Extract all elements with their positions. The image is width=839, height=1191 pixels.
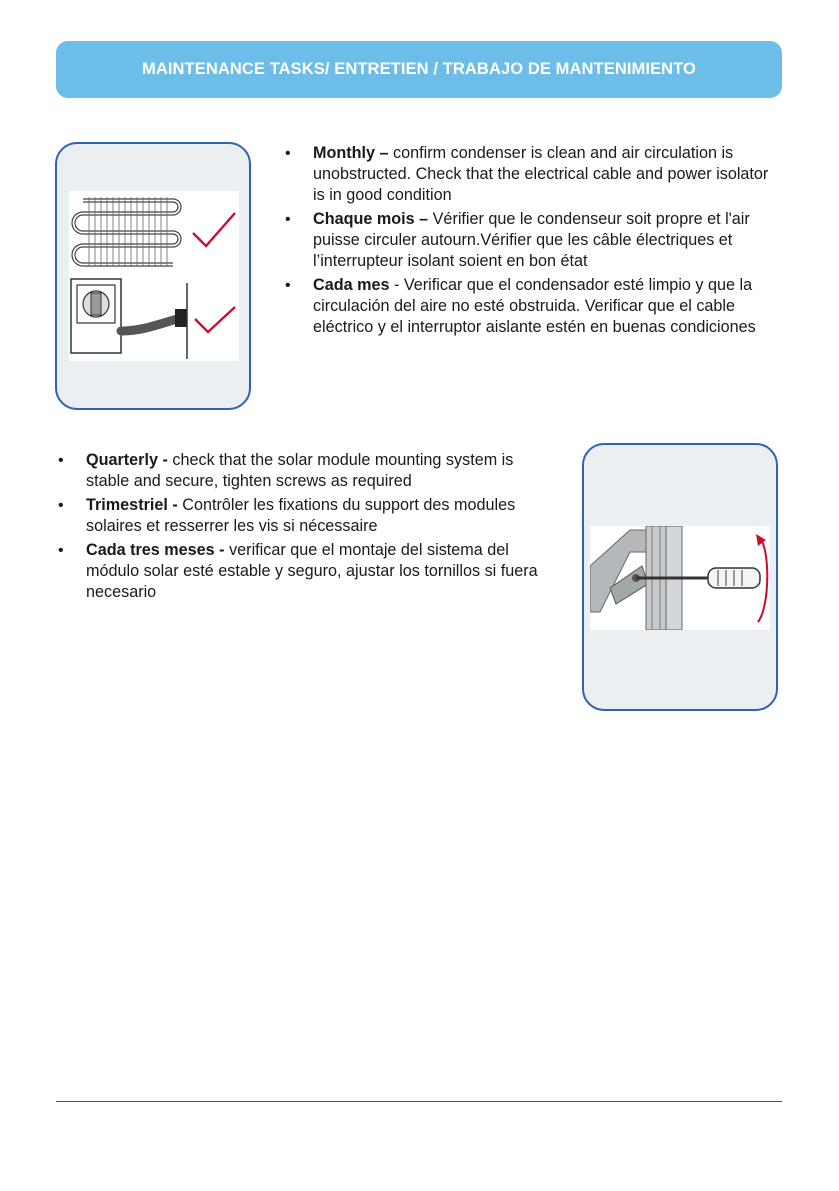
list-item: • Trimestriel - Contrôler les fixations du support des modules solaires et resserrer les vis si nécessaire xyxy=(58,496,516,535)
header-banner xyxy=(56,41,782,98)
quarterly-illustration-card xyxy=(582,443,778,711)
task-text: Vérifier que le condenseur soit propre et l'air puisse circuler autourn.Vérifier que les câble électriques et l’interrupteur isolant soient en bon état xyxy=(313,210,750,270)
task-label: Chaque mois – xyxy=(313,210,429,228)
list-item: • Monthly – confirm condenser is clean and air circulation is unobstructed. Check that the electrical cable and power isolator is in good condition xyxy=(285,144,769,204)
list-item: • Cada tres meses - verificar que el montaje del sistema del módulo solar esté estable y seguro, ajustar los tornillos si fuera necesario xyxy=(58,541,538,601)
page-title: MAINTENANCE TASKS/ ENTRETIEN / TRABAJO DE MANTENIMIENTO xyxy=(142,60,696,78)
task-label: Cada tres meses - xyxy=(86,541,225,559)
task-label: Quarterly - xyxy=(86,451,168,469)
monthly-illustration-card xyxy=(55,142,251,410)
condenser-and-power-isolator-check-icon xyxy=(69,191,239,361)
task-text: confirm condenser is clean and air circulation is unobstructed. Check that the electrical cable and power isolator is in good condition xyxy=(313,144,769,204)
task-text: check that the solar module mounting system is stable and secure, tighten screws as required xyxy=(86,451,514,490)
task-label: Trimestriel - xyxy=(86,496,178,514)
footer-divider xyxy=(56,1101,782,1102)
list-item: • Cada mes - Verificar que el condensador esté limpio y que la circulación del aire no esté obstruida. Verificar que el cable eléctrico y el interruptor aislante estén en buenas condiciones xyxy=(285,276,756,336)
task-label: Monthly – xyxy=(313,144,389,162)
list-item: • Chaque mois – Vérifier que le condenseur soit propre et l'air puisse circuler autourn.Vérifier que les câble électriques et l’interrupteur isolant soient en bon état xyxy=(285,210,750,270)
task-text: Contrôler les fixations du support des modules solaires et resserrer les vis si nécessaire xyxy=(86,496,516,535)
task-text: - Verificar que el condensador esté limpio y que la circulación del aire no esté obstruida. Verificar que el cable eléctrico y el interruptor aislante estén en buenas condiciones xyxy=(313,276,756,336)
task-label: Cada mes xyxy=(313,276,390,294)
quarterly-task-list xyxy=(56,450,556,606)
task-text: verificar que el montaje del sistema del módulo solar esté estable y seguro, ajustar los tornillos si fuera necesario xyxy=(86,541,538,601)
list-item: • Quarterly - check that the solar module mounting system is stable and secure, tighten screws as required xyxy=(58,451,514,490)
monthly-task-list xyxy=(283,143,783,341)
screwdriver-mounting-bracket-icon xyxy=(590,526,770,630)
